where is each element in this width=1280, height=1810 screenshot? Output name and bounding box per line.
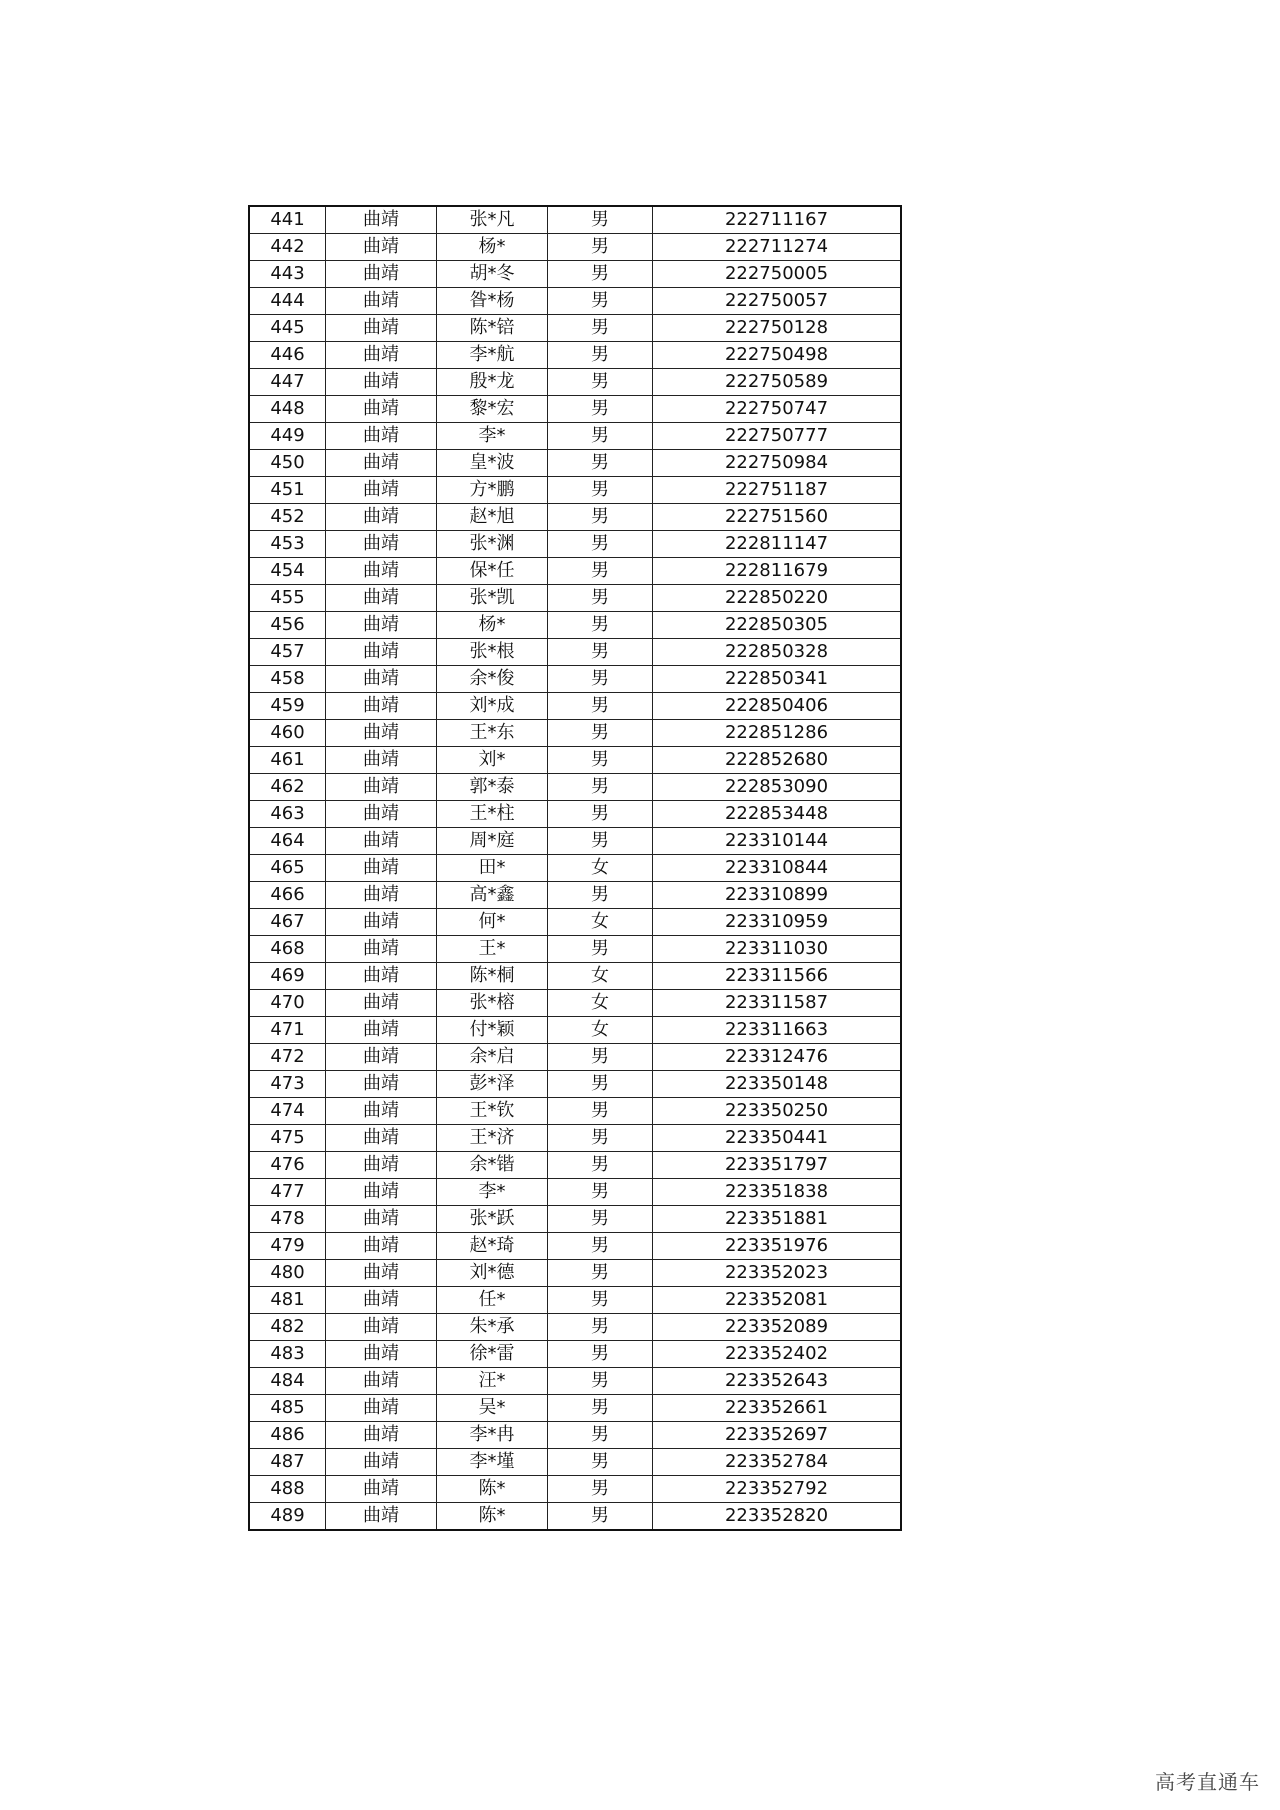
row-number-cell: 455 [249, 585, 326, 612]
row-number-cell: 470 [249, 990, 326, 1017]
student-name-cell: 吴* [437, 1395, 548, 1422]
exam-id-cell: 223352820 [653, 1503, 902, 1531]
gender-cell: 男 [548, 828, 653, 855]
row-number-cell: 451 [249, 477, 326, 504]
gender-cell: 男 [548, 585, 653, 612]
gender-cell: 男 [548, 1233, 653, 1260]
exam-id-cell: 222711274 [653, 234, 902, 261]
table-row [249, 234, 901, 261]
gender-cell: 男 [548, 315, 653, 342]
region-cell: 曲靖 [326, 477, 437, 504]
exam-id-cell: 223351881 [653, 1206, 902, 1233]
table-row [249, 963, 901, 990]
row-number-cell: 488 [249, 1476, 326, 1503]
table-row [249, 1503, 901, 1531]
gender-cell: 女 [548, 1017, 653, 1044]
exam-id-cell: 223310959 [653, 909, 902, 936]
exam-id-cell: 223312476 [653, 1044, 902, 1071]
watermark-text: 高考直通车 [1155, 1770, 1260, 1794]
region-cell: 曲靖 [326, 423, 437, 450]
exam-id-cell: 222853090 [653, 774, 902, 801]
gender-cell: 男 [548, 1476, 653, 1503]
exam-id-cell: 222750589 [653, 369, 902, 396]
region-cell: 曲靖 [326, 1422, 437, 1449]
row-number-cell: 448 [249, 396, 326, 423]
exam-id-cell: 222850305 [653, 612, 902, 639]
exam-id-cell: 223350441 [653, 1125, 902, 1152]
student-name-cell: 余*俊 [437, 666, 548, 693]
gender-cell: 男 [548, 477, 653, 504]
table-row [249, 261, 901, 288]
row-number-cell: 484 [249, 1368, 326, 1395]
region-cell: 曲靖 [326, 1449, 437, 1476]
row-number-cell: 473 [249, 1071, 326, 1098]
student-name-cell: 保*任 [437, 558, 548, 585]
exam-id-cell: 223310144 [653, 828, 902, 855]
row-number-cell: 465 [249, 855, 326, 882]
table-row [249, 1152, 901, 1179]
student-name-cell: 付*颖 [437, 1017, 548, 1044]
region-cell: 曲靖 [326, 882, 437, 909]
gender-cell: 女 [548, 909, 653, 936]
row-number-cell: 482 [249, 1314, 326, 1341]
region-cell: 曲靖 [326, 666, 437, 693]
table-row [249, 1071, 901, 1098]
region-cell: 曲靖 [326, 693, 437, 720]
table-row [249, 828, 901, 855]
table-row [249, 423, 901, 450]
exam-id-cell: 222750005 [653, 261, 902, 288]
region-cell: 曲靖 [326, 1071, 437, 1098]
table-row [249, 1449, 901, 1476]
row-number-cell: 447 [249, 369, 326, 396]
table-row [249, 1044, 901, 1071]
roster-body [249, 206, 901, 1530]
row-number-cell: 449 [249, 423, 326, 450]
gender-cell: 男 [548, 1125, 653, 1152]
student-name-cell: 赵*琦 [437, 1233, 548, 1260]
exam-id-cell: 223310899 [653, 882, 902, 909]
student-name-cell: 胡*冬 [437, 261, 548, 288]
region-cell: 曲靖 [326, 558, 437, 585]
region-cell: 曲靖 [326, 288, 437, 315]
exam-id-cell: 223352643 [653, 1368, 902, 1395]
table-row [249, 882, 901, 909]
table-row [249, 1260, 901, 1287]
table-row [249, 477, 901, 504]
student-name-cell: 彭*泽 [437, 1071, 548, 1098]
row-number-cell: 474 [249, 1098, 326, 1125]
table-row [249, 504, 901, 531]
exam-id-cell: 222751187 [653, 477, 902, 504]
row-number-cell: 464 [249, 828, 326, 855]
table-row [249, 1314, 901, 1341]
exam-id-cell: 223311566 [653, 963, 902, 990]
row-number-cell: 466 [249, 882, 326, 909]
region-cell: 曲靖 [326, 1233, 437, 1260]
row-number-cell: 459 [249, 693, 326, 720]
row-number-cell: 461 [249, 747, 326, 774]
gender-cell: 男 [548, 450, 653, 477]
table-row [249, 720, 901, 747]
gender-cell: 男 [548, 369, 653, 396]
table-row [249, 1341, 901, 1368]
row-number-cell: 441 [249, 206, 326, 234]
exam-id-cell: 222851286 [653, 720, 902, 747]
table-row [249, 558, 901, 585]
gender-cell: 男 [548, 693, 653, 720]
exam-id-cell: 222750984 [653, 450, 902, 477]
table-row [249, 855, 901, 882]
row-number-cell: 453 [249, 531, 326, 558]
region-cell: 曲靖 [326, 504, 437, 531]
region-cell: 曲靖 [326, 315, 437, 342]
table-row [249, 1179, 901, 1206]
row-number-cell: 480 [249, 1260, 326, 1287]
student-name-cell: 黎*宏 [437, 396, 548, 423]
gender-cell: 男 [548, 1152, 653, 1179]
student-name-cell: 李*冉 [437, 1422, 548, 1449]
region-cell: 曲靖 [326, 855, 437, 882]
row-number-cell: 478 [249, 1206, 326, 1233]
table-row [249, 1422, 901, 1449]
student-name-cell: 李* [437, 1179, 548, 1206]
gender-cell: 女 [548, 963, 653, 990]
row-number-cell: 452 [249, 504, 326, 531]
region-cell: 曲靖 [326, 963, 437, 990]
gender-cell: 男 [548, 558, 653, 585]
row-number-cell: 446 [249, 342, 326, 369]
row-number-cell: 479 [249, 1233, 326, 1260]
student-name-cell: 张*根 [437, 639, 548, 666]
gender-cell: 男 [548, 531, 653, 558]
exam-id-cell: 223352661 [653, 1395, 902, 1422]
region-cell: 曲靖 [326, 990, 437, 1017]
gender-cell: 女 [548, 990, 653, 1017]
student-name-cell: 杨* [437, 612, 548, 639]
region-cell: 曲靖 [326, 369, 437, 396]
exam-id-cell: 223311663 [653, 1017, 902, 1044]
student-name-cell: 张*跃 [437, 1206, 548, 1233]
table-row [249, 531, 901, 558]
table-row [249, 288, 901, 315]
student-name-cell: 刘*成 [437, 693, 548, 720]
exam-id-cell: 222750498 [653, 342, 902, 369]
gender-cell: 男 [548, 1341, 653, 1368]
exam-id-cell: 223352081 [653, 1287, 902, 1314]
roster-table [248, 205, 902, 1531]
table-row [249, 1017, 901, 1044]
table-row [249, 1368, 901, 1395]
region-cell: 曲靖 [326, 774, 437, 801]
gender-cell: 男 [548, 342, 653, 369]
gender-cell: 男 [548, 1314, 653, 1341]
exam-id-cell: 222850406 [653, 693, 902, 720]
region-cell: 曲靖 [326, 1476, 437, 1503]
student-name-cell: 余*启 [437, 1044, 548, 1071]
exam-id-cell: 223352402 [653, 1341, 902, 1368]
gender-cell: 男 [548, 396, 653, 423]
exam-id-cell: 223351976 [653, 1233, 902, 1260]
row-number-cell: 483 [249, 1341, 326, 1368]
region-cell: 曲靖 [326, 909, 437, 936]
student-name-cell: 任* [437, 1287, 548, 1314]
student-name-cell: 王* [437, 936, 548, 963]
region-cell: 曲靖 [326, 1152, 437, 1179]
table-row [249, 1233, 901, 1260]
region-cell: 曲靖 [326, 261, 437, 288]
student-name-cell: 陈* [437, 1476, 548, 1503]
row-number-cell: 467 [249, 909, 326, 936]
gender-cell: 男 [548, 1071, 653, 1098]
region-cell: 曲靖 [326, 1206, 437, 1233]
student-name-cell: 张*渊 [437, 531, 548, 558]
exam-id-cell: 222811679 [653, 558, 902, 585]
table-row [249, 1098, 901, 1125]
student-name-cell: 杨* [437, 234, 548, 261]
exam-id-cell: 223310844 [653, 855, 902, 882]
gender-cell: 男 [548, 882, 653, 909]
table-row [249, 1206, 901, 1233]
table-row [249, 1395, 901, 1422]
exam-id-cell: 223352023 [653, 1260, 902, 1287]
table-row [249, 342, 901, 369]
student-name-cell: 王*东 [437, 720, 548, 747]
student-name-cell: 何* [437, 909, 548, 936]
gender-cell: 男 [548, 234, 653, 261]
gender-cell: 男 [548, 288, 653, 315]
student-name-cell: 汪* [437, 1368, 548, 1395]
row-number-cell: 486 [249, 1422, 326, 1449]
exam-id-cell: 222750777 [653, 423, 902, 450]
row-number-cell: 471 [249, 1017, 326, 1044]
region-cell: 曲靖 [326, 1179, 437, 1206]
region-cell: 曲靖 [326, 639, 437, 666]
student-name-cell: 昝*杨 [437, 288, 548, 315]
student-name-cell: 张*凡 [437, 206, 548, 234]
gender-cell: 男 [548, 1503, 653, 1531]
row-number-cell: 450 [249, 450, 326, 477]
region-cell: 曲靖 [326, 828, 437, 855]
region-cell: 曲靖 [326, 1017, 437, 1044]
region-cell: 曲靖 [326, 396, 437, 423]
row-number-cell: 462 [249, 774, 326, 801]
table-row [249, 909, 901, 936]
region-cell: 曲靖 [326, 1314, 437, 1341]
student-name-cell: 殷*龙 [437, 369, 548, 396]
gender-cell: 男 [548, 936, 653, 963]
table-row [249, 747, 901, 774]
student-name-cell: 赵*旭 [437, 504, 548, 531]
student-name-cell: 陈*桐 [437, 963, 548, 990]
region-cell: 曲靖 [326, 1098, 437, 1125]
exam-id-cell: 222711167 [653, 206, 902, 234]
gender-cell: 男 [548, 612, 653, 639]
student-name-cell: 余*锴 [437, 1152, 548, 1179]
student-name-cell: 陈* [437, 1503, 548, 1531]
table-row [249, 1287, 901, 1314]
gender-cell: 男 [548, 666, 653, 693]
row-number-cell: 477 [249, 1179, 326, 1206]
exam-id-cell: 223351797 [653, 1152, 902, 1179]
region-cell: 曲靖 [326, 531, 437, 558]
region-cell: 曲靖 [326, 936, 437, 963]
exam-id-cell: 222850328 [653, 639, 902, 666]
table-row [249, 396, 901, 423]
student-name-cell: 郭*泰 [437, 774, 548, 801]
table-row [249, 639, 901, 666]
gender-cell: 男 [548, 774, 653, 801]
student-name-cell: 李* [437, 423, 548, 450]
student-name-cell: 王*柱 [437, 801, 548, 828]
exam-id-cell: 223311587 [653, 990, 902, 1017]
student-name-cell: 刘* [437, 747, 548, 774]
region-cell: 曲靖 [326, 1368, 437, 1395]
gender-cell: 女 [548, 855, 653, 882]
row-number-cell: 460 [249, 720, 326, 747]
student-name-cell: 朱*承 [437, 1314, 548, 1341]
gender-cell: 男 [548, 1260, 653, 1287]
gender-cell: 男 [548, 504, 653, 531]
table-row [249, 612, 901, 639]
table-row [249, 450, 901, 477]
region-cell: 曲靖 [326, 720, 437, 747]
gender-cell: 男 [548, 639, 653, 666]
table-row [249, 315, 901, 342]
student-name-cell: 张*凯 [437, 585, 548, 612]
table-row [249, 990, 901, 1017]
table-row [249, 936, 901, 963]
exam-id-cell: 222850341 [653, 666, 902, 693]
row-number-cell: 443 [249, 261, 326, 288]
student-name-cell: 王*济 [437, 1125, 548, 1152]
gender-cell: 男 [548, 1449, 653, 1476]
gender-cell: 男 [548, 261, 653, 288]
row-number-cell: 445 [249, 315, 326, 342]
row-number-cell: 476 [249, 1152, 326, 1179]
region-cell: 曲靖 [326, 1287, 437, 1314]
table-row [249, 693, 901, 720]
table-row [249, 369, 901, 396]
region-cell: 曲靖 [326, 1503, 437, 1531]
row-number-cell: 444 [249, 288, 326, 315]
row-number-cell: 463 [249, 801, 326, 828]
gender-cell: 男 [548, 1098, 653, 1125]
row-number-cell: 454 [249, 558, 326, 585]
exam-id-cell: 222811147 [653, 531, 902, 558]
region-cell: 曲靖 [326, 206, 437, 234]
row-number-cell: 487 [249, 1449, 326, 1476]
row-number-cell: 468 [249, 936, 326, 963]
table-row [249, 666, 901, 693]
region-cell: 曲靖 [326, 612, 437, 639]
exam-id-cell: 222750128 [653, 315, 902, 342]
region-cell: 曲靖 [326, 747, 437, 774]
exam-id-cell: 222852680 [653, 747, 902, 774]
student-name-cell: 李*墐 [437, 1449, 548, 1476]
gender-cell: 男 [548, 423, 653, 450]
exam-id-cell: 223351838 [653, 1179, 902, 1206]
row-number-cell: 457 [249, 639, 326, 666]
student-name-cell: 田* [437, 855, 548, 882]
exam-id-cell: 223352784 [653, 1449, 902, 1476]
row-number-cell: 489 [249, 1503, 326, 1531]
region-cell: 曲靖 [326, 342, 437, 369]
table-row [249, 1125, 901, 1152]
region-cell: 曲靖 [326, 1341, 437, 1368]
gender-cell: 男 [548, 1044, 653, 1071]
gender-cell: 男 [548, 720, 653, 747]
region-cell: 曲靖 [326, 234, 437, 261]
gender-cell: 男 [548, 1287, 653, 1314]
region-cell: 曲靖 [326, 450, 437, 477]
row-number-cell: 458 [249, 666, 326, 693]
table-row [249, 801, 901, 828]
student-name-cell: 高*鑫 [437, 882, 548, 909]
student-name-cell: 张*榕 [437, 990, 548, 1017]
gender-cell: 男 [548, 206, 653, 234]
student-name-cell: 李*航 [437, 342, 548, 369]
exam-id-cell: 223352792 [653, 1476, 902, 1503]
gender-cell: 男 [548, 1179, 653, 1206]
student-name-cell: 王*钦 [437, 1098, 548, 1125]
table-row [249, 774, 901, 801]
row-number-cell: 442 [249, 234, 326, 261]
exam-id-cell: 223311030 [653, 936, 902, 963]
student-name-cell: 皇*波 [437, 450, 548, 477]
table-row [249, 206, 901, 234]
exam-id-cell: 223352697 [653, 1422, 902, 1449]
region-cell: 曲靖 [326, 1395, 437, 1422]
student-name-cell: 周*庭 [437, 828, 548, 855]
gender-cell: 男 [548, 747, 653, 774]
student-name-cell: 方*鹏 [437, 477, 548, 504]
region-cell: 曲靖 [326, 585, 437, 612]
exam-id-cell: 222750747 [653, 396, 902, 423]
gender-cell: 男 [548, 1422, 653, 1449]
exam-id-cell: 223350250 [653, 1098, 902, 1125]
exam-id-cell: 222751560 [653, 504, 902, 531]
gender-cell: 男 [548, 1395, 653, 1422]
student-name-cell: 陈*锫 [437, 315, 548, 342]
student-name-cell: 徐*雷 [437, 1341, 548, 1368]
row-number-cell: 485 [249, 1395, 326, 1422]
table-row [249, 1476, 901, 1503]
exam-id-cell: 223352089 [653, 1314, 902, 1341]
region-cell: 曲靖 [326, 1260, 437, 1287]
gender-cell: 男 [548, 1206, 653, 1233]
exam-id-cell: 223350148 [653, 1071, 902, 1098]
exam-id-cell: 222750057 [653, 288, 902, 315]
exam-id-cell: 222850220 [653, 585, 902, 612]
row-number-cell: 475 [249, 1125, 326, 1152]
region-cell: 曲靖 [326, 1125, 437, 1152]
row-number-cell: 481 [249, 1287, 326, 1314]
region-cell: 曲靖 [326, 1044, 437, 1071]
student-name-cell: 刘*德 [437, 1260, 548, 1287]
table-row [249, 585, 901, 612]
row-number-cell: 469 [249, 963, 326, 990]
gender-cell: 男 [548, 1368, 653, 1395]
row-number-cell: 472 [249, 1044, 326, 1071]
row-number-cell: 456 [249, 612, 326, 639]
exam-id-cell: 222853448 [653, 801, 902, 828]
region-cell: 曲靖 [326, 801, 437, 828]
gender-cell: 男 [548, 801, 653, 828]
